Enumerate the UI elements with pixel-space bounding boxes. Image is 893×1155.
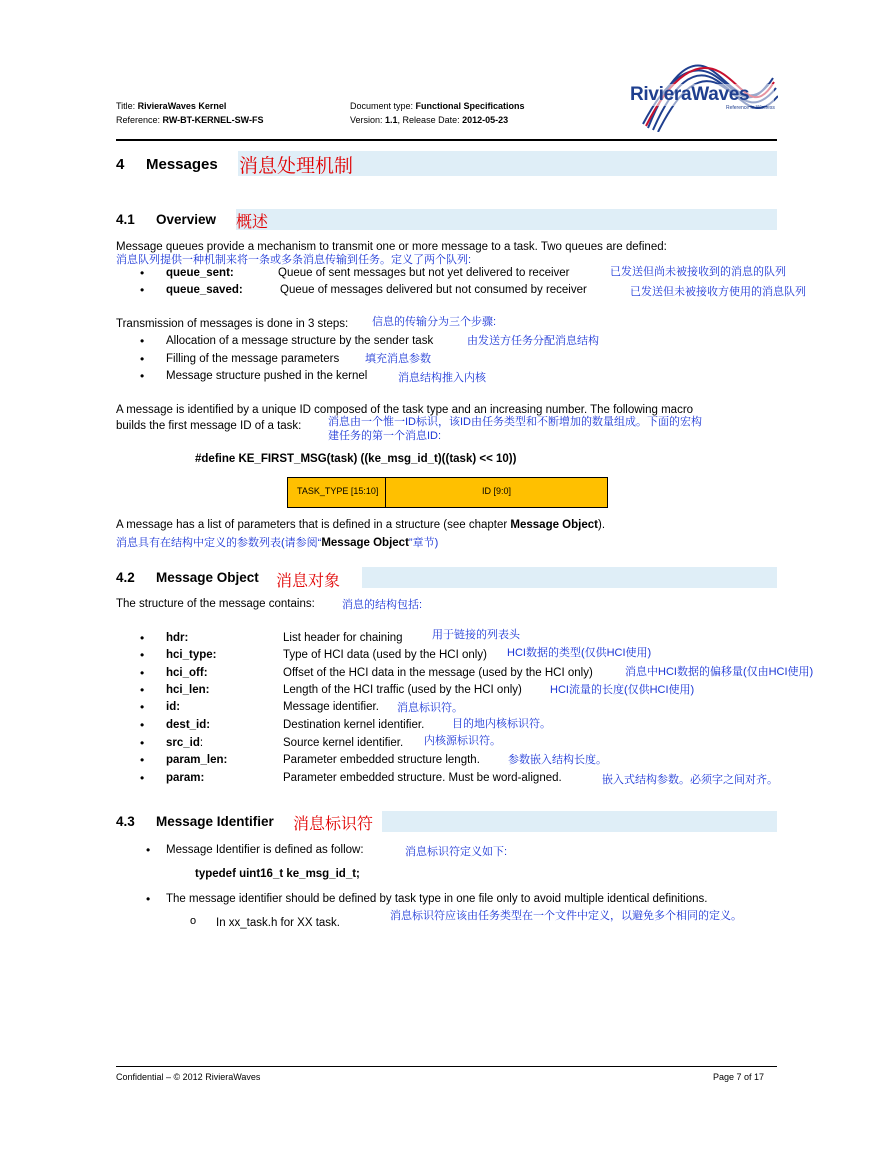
identifier-bullet-1: Message Identifier is defined as follow:: [166, 844, 364, 856]
field-desc: Length of the HCI traffic (used by the HCI only): [283, 684, 522, 696]
params-cn-post: ”章节): [408, 537, 439, 549]
bullet-icon: •: [146, 892, 151, 906]
section-4-number: 4: [116, 156, 125, 173]
identifier-sub-bullet: In xx_task.h for XX task.: [216, 917, 340, 929]
params-paragraph: [116, 518, 605, 532]
bullet-icon: •: [140, 700, 145, 714]
footer-rule: [116, 1066, 777, 1067]
overview-intro: Message queues provide a mechanism to transmit one or more message to a task. Two queues are defined:: [116, 241, 667, 253]
logo-wordmark: RivieraWaves: [630, 84, 750, 105]
step-text: Message structure pushed in the kernel: [166, 370, 368, 382]
field-desc: Type of HCI data (used by the HCI only): [283, 649, 487, 661]
section-4-3-number: 4.3: [116, 814, 135, 829]
field-name: hci_type:: [166, 649, 217, 661]
section-4-1-title: Overview: [156, 212, 217, 227]
field-desc-cn: HCI流量的长度(仅供HCI使用): [550, 684, 695, 696]
field-desc: List header for chaining: [283, 632, 403, 644]
structure-intro: The structure of the message contains:: [116, 598, 315, 610]
field-name: param:: [166, 772, 205, 784]
field-name-bold: src_id: [166, 737, 200, 749]
bullet-icon: •: [140, 771, 145, 785]
field-desc-cn: 消息标识符。: [397, 702, 463, 714]
version-label: Version:: [350, 115, 386, 125]
field-name: hci_len:: [166, 684, 210, 696]
queue-desc-cn: 已发送但未被接收方使用的消息队列: [630, 286, 806, 298]
section-4-3-cn-title: 消息标识符: [293, 816, 374, 833]
params-cn-pre: 消息具有在结构中定义的参数列表(请参阅“: [116, 537, 322, 549]
step-text-cn: 由发送方任务分配消息结构: [467, 335, 599, 347]
field-name: [166, 736, 203, 750]
bullet-icon: •: [140, 283, 145, 297]
field-desc-cn: 嵌入式结构参数。必须字之间对齐。: [602, 774, 778, 786]
identifier-bullet-1-cn: 消息标识符定义如下:: [405, 846, 508, 858]
title-value: RivieraWaves Kernel: [137, 101, 227, 111]
step-text-cn: 消息结构推入内核: [398, 372, 486, 384]
params-text-post: ).: [597, 519, 606, 531]
section-4-2-cn-title: 消息对象: [276, 573, 341, 590]
id-paragraph-line1: A message is identified by a unique ID composed of the task type and an increasing number. The following macro: [116, 404, 694, 416]
field-desc-cn: 内核源标识符。: [424, 735, 501, 747]
field-name: hci_off:: [166, 667, 208, 679]
field-name: hdr:: [166, 632, 189, 644]
section-4-1-cn-title: 概述: [236, 214, 269, 231]
step-text: Filling of the message parameters: [166, 353, 340, 365]
reference-value: RW-BT-KERNEL-SW-FS: [162, 115, 264, 125]
circle-bullet-icon: o: [190, 915, 197, 927]
id-paragraph-cn1: 消息由一个惟一ID标识，该ID由任务类型和不断增加的数量组成。下面的宏构: [328, 416, 702, 428]
reference-label: Reference:: [116, 115, 163, 125]
section-4-1-number: 4.1: [116, 212, 135, 227]
section-4-cn-title: 消息处理机制: [239, 156, 354, 177]
field-desc: Source kernel identifier.: [283, 737, 404, 749]
doctype-value: Functional Specifications: [415, 101, 525, 111]
bullet-icon: •: [140, 736, 145, 750]
section-4-2-heading: [116, 567, 777, 588]
field-desc: Parameter embedded structure. Must be word-aligned.: [283, 772, 562, 784]
bullet-icon: •: [140, 369, 145, 383]
params-paragraph-cn: [116, 537, 438, 550]
bitfield-id: ID [9:0]: [482, 486, 512, 496]
section-4-2-title: Message Object: [156, 570, 259, 585]
step-text-cn: 填充消息参数: [365, 353, 431, 365]
bullet-icon: •: [140, 352, 145, 366]
field-name-suffix: :: [199, 737, 204, 749]
params-cn-bold: Message Object: [321, 537, 409, 549]
field-desc-cn: 目的地内核标识符。: [452, 718, 551, 730]
company-logo: [628, 58, 778, 132]
field-desc-cn: 消息中HCI数据的偏移量(仅由HCI使用): [625, 666, 814, 678]
params-text-pre: A message has a list of parameters that is defined in a structure (see chapter: [116, 519, 511, 531]
field-desc: Parameter embedded structure length.: [283, 754, 480, 766]
field-desc-cn: 用于链接的列表头: [432, 629, 520, 641]
typedef-line: typedef uint16_t ke_msg_id_t;: [195, 868, 360, 880]
field-name: dest_id:: [166, 719, 211, 731]
steps-intro-cn: 信息的传输分为三个步骤:: [372, 316, 497, 328]
identifier-sub-cn: 消息标识符应该由任务类型在一个文件中定义，以避免多个相同的定义。: [390, 910, 742, 922]
bitfield-divider: [385, 478, 386, 507]
footer-confidential: Confidential – © 2012 RivieraWaves: [116, 1072, 261, 1082]
bullet-icon: •: [140, 648, 145, 662]
footer-page-number: Page 7 of 17: [713, 1072, 765, 1082]
release-value: 2012-05-23: [462, 115, 509, 125]
section-4-1-heading: [116, 209, 777, 230]
bullet-icon: •: [140, 666, 145, 680]
section-4-heading: [116, 151, 777, 176]
header-version: [350, 114, 508, 126]
queue-desc: Queue of sent messages but not yet delivered to receiver: [278, 267, 570, 279]
id-paragraph-cn2: 建任务的第一个消息ID:: [328, 430, 442, 442]
overview-intro-cn: 消息队列提供一种机制来将一条或多条消息传输到任务。定义了两个队列:: [116, 254, 472, 266]
identifier-bullet-2: The message identifier should be defined by task type in one file only to avoid multiple identical definitions.: [166, 893, 708, 905]
bullet-icon: •: [140, 753, 145, 767]
section-4-2-number: 4.2: [116, 570, 135, 585]
section-4-3-title: Message Identifier: [156, 814, 274, 829]
field-desc: Offset of the HCI data in the message (used by the HCI only): [283, 667, 593, 679]
field-name: param_len:: [166, 754, 228, 766]
step-text: Allocation of a message structure by the sender task: [166, 335, 434, 347]
bitfield-task-type: TASK_TYPE [15:10]: [297, 486, 379, 496]
field-desc: Message identifier.: [283, 701, 379, 713]
queue-name: queue_sent:: [166, 267, 234, 279]
queue-desc-cn: 已发送但尚未被接收到的消息的队列: [610, 266, 786, 278]
version-value: 1.1: [385, 115, 398, 125]
title-label: Title:: [116, 101, 138, 111]
bullet-icon: •: [140, 683, 145, 697]
header-doctype: [350, 100, 525, 112]
field-desc-cn: HCI数据的类型(仅供HCI使用): [507, 647, 652, 659]
doctype-label: Document type:: [350, 101, 416, 111]
queue-name: queue_saved:: [166, 284, 243, 296]
field-desc: Destination kernel identifier.: [283, 719, 425, 731]
field-desc-cn: 参数嵌入结构长度。: [508, 754, 607, 766]
bullet-icon: •: [140, 631, 145, 645]
section-4-3-heading: [116, 811, 777, 832]
header-reference: [116, 114, 264, 126]
params-link: Message Object: [510, 519, 598, 531]
section-4-title: Messages: [146, 156, 218, 173]
macro-definition: #define KE_FIRST_MSG(task) ((ke_msg_id_t)((task) << 10)): [195, 453, 517, 465]
bullet-icon: •: [140, 334, 145, 348]
bullet-icon: •: [146, 843, 151, 857]
structure-intro-cn: 消息的结构包括:: [342, 599, 423, 611]
field-name: id:: [166, 701, 181, 713]
header-rule: [116, 139, 777, 141]
release-label: , Release Date:: [397, 115, 463, 125]
logo-tagline: Reference in Wireless: [726, 105, 775, 111]
bullet-icon: •: [140, 266, 145, 280]
header-title: [116, 100, 226, 112]
id-paragraph-line2: builds the first message ID of a task:: [116, 420, 302, 432]
steps-intro: Transmission of messages is done in 3 steps:: [116, 318, 349, 330]
bullet-icon: •: [140, 718, 145, 732]
msg-id-bitfield: [287, 477, 608, 508]
queue-desc: Queue of messages delivered but not consumed by receiver: [280, 284, 587, 296]
